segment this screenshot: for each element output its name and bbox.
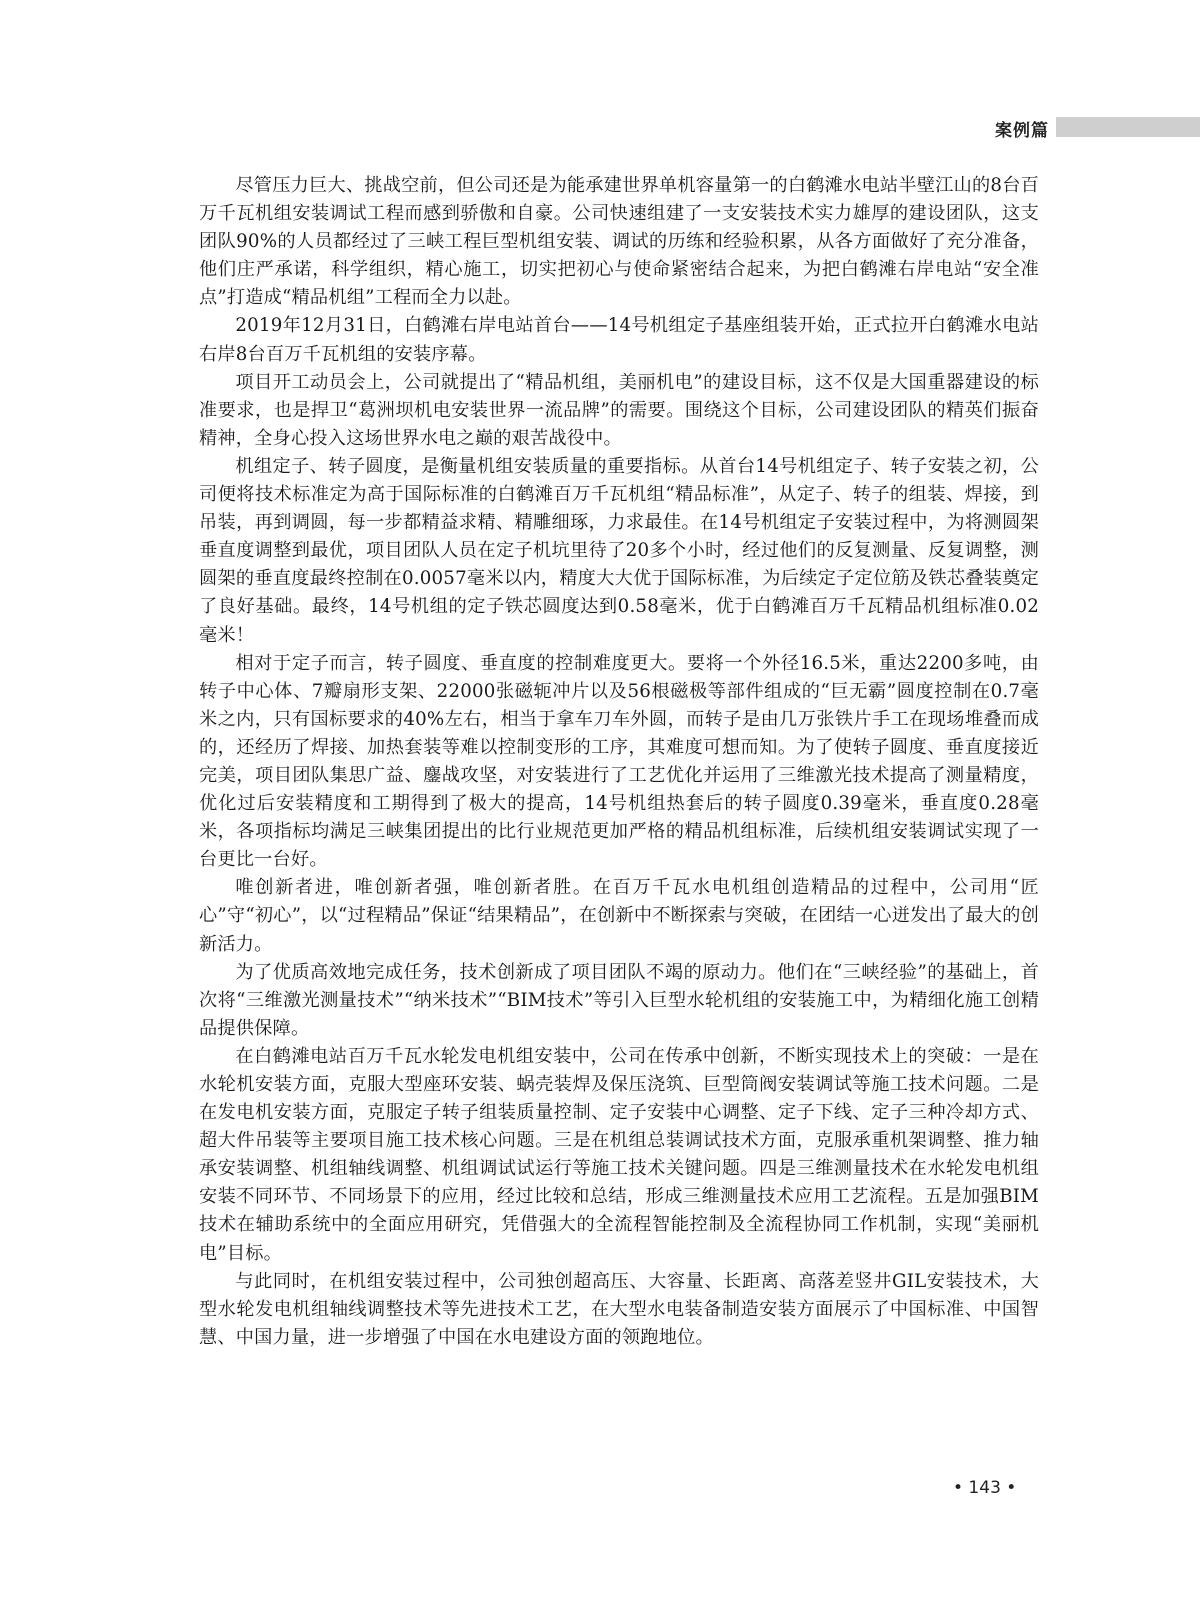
paragraph: 尽管压力巨大、挑战空前，但公司还是为能承建世界单机容量第一的白鹤滩水电站半壁江山的8台百万千瓦机组安装调试工程而感到骄傲和自豪。公司快速组建了一支安装技术实力雄厚的建设团队，这支团队90%的人员都经过了三峡工程巨型机组安装、调试的历练和经验积累，从各方面做好了充分准备，他们庄严承诺，科学组织，精心施工，切实把初心与使命紧密结合起来，为把白鹤滩右岸电站“安全准点”打造成“精品机组”工程而全力以赴。	[199, 175, 1039, 309]
paragraph: 机组定子、转子圆度，是衡量机组安装质量的重要指标。从首台14号机组定子、转子安装之初，公司便将技术标准定为高于国际标准的白鹤滩百万千瓦机组“精品标准”，从定子、转子的组装、焊接，到吊装，再到调圆，每一步都精益求精、精雕细琢，力求最佳。在14号机组定子安装过程中，为将测圆架垂直度调整到最优，项目团队人员在定子机坑里待了20多个小时，经过他们的反复测量、反复调整，测圆架的垂直度最终控制在0.0057毫米以内，精度大大优于国际标准，为后续定子定位筋及铁芯叠装奠定了良好基础。最终，14号机组的定子铁芯圆度达到0.58毫米，优于白鹤滩百万千瓦精品机组标准0.02毫米！	[199, 455, 1039, 646]
body-text	[199, 172, 1039, 1352]
paragraph: 2019年12月31日，白鹤滩右岸电站首台——14号机组定子基座组装开始，正式拉开白鹤滩水电站右岸8台百万千瓦机组的安装序幕。	[199, 315, 1039, 365]
paragraph: 唯创新者进，唯创新者强，唯创新者胜。在百万千瓦水电机组创造精品的过程中，公司用“匠心”守“初心”，以“过程精品”保证“结果精品”，在创新中不断探索与突破，在团结一心迸发出了最大的创新活力。	[199, 877, 1039, 955]
paragraph: 为了优质高效地完成任务，技术创新成了项目团队不竭的原动力。他们在“三峡经验”的基础上，首次将“三维激光测量技术”“纳米技术”“BIM技术”等引入巨型水轮机组的安装施工中，为精细化施工创精品提供保障。	[199, 961, 1039, 1039]
paragraph: 与此同时，在机组安装过程中，公司独创超高压、大容量、长距离、高落差竖井GIL安装技术，大型水轮发电机组轴线调整技术等先进技术工艺，在大型水电装备制造安装方面展示了中国标准、中国智慧、中国力量，进一步增强了中国在水电建设方面的领跑地位。	[199, 1270, 1039, 1348]
section-header-bar	[1056, 117, 1200, 137]
paragraph: 项目开工动员会上，公司就提出了“精品机组，美丽机电”的建设目标，这不仅是大国重器建设的标准要求，也是捍卫“葛洲坝机电安装世界一流品牌”的需要。围绕这个目标，公司建设团队的精英们振奋精神，全身心投入这场世界水电之巅的艰苦战役中。	[199, 371, 1039, 449]
page-number: • 143 •	[953, 1478, 1017, 1498]
section-header-label: 案例篇	[995, 121, 1049, 141]
paragraph: 相对于定子而言，转子圆度、垂直度的控制难度更大。要将一个外径16.5米，重达2200多吨，由转子中心体、7瓣扇形支架、22000张磁轭冲片以及56根磁极等部件组成的“巨无霸”圆度控制在0.7毫米之内，只有国标要求的40%左右，相当于拿车刀车外圆，而转子是由几万张铁片手工在现场堆叠而成的，还经历了焊接、加热套装等难以控制变形的工序，其难度可想而知。为了使转子圆度、垂直度接近完美，项目团队集思广益、鏖战攻坚，对安装进行了工艺优化并运用了三维激光技术提高了测量精度，优化过后安装精度和工期得到了极大的提高，14号机组热套后的转子圆度0.39毫米，垂直度0.28毫米，各项指标均满足三峡集团提出的比行业规范更加严格的精品机组标准，后续机组安装调试实现了一台更比一台好。	[199, 652, 1039, 871]
paragraph: 在白鹤滩电站百万千瓦水轮发电机组安装中，公司在传承中创新，不断实现技术上的突破：一是在水轮机安装方面，克服大型座环安装、蜗壳装焊及保压浇筑、巨型筒阀安装调试等施工技术问题。二是在发电机安装方面，克服定子转子组装质量控制、定子安装中心调整、定子下线、定子三种冷却方式、超大件吊装等主要项目施工技术核心问题。三是在机组总装调试技术方面，克服承重机架调整、推力轴承安装调整、机组轴线调整、机组调试试运行等施工技术关键问题。四是三维测量技术在水轮发电机组安装不同环节、不同场景下的应用，经过比较和总结，形成三维测量技术应用工艺流程。五是加强BIM技术在辅助系统中的全面应用研究，凭借强大的全流程智能控制及全流程协同工作机制，实现“美丽机电”目标。	[199, 1045, 1039, 1264]
